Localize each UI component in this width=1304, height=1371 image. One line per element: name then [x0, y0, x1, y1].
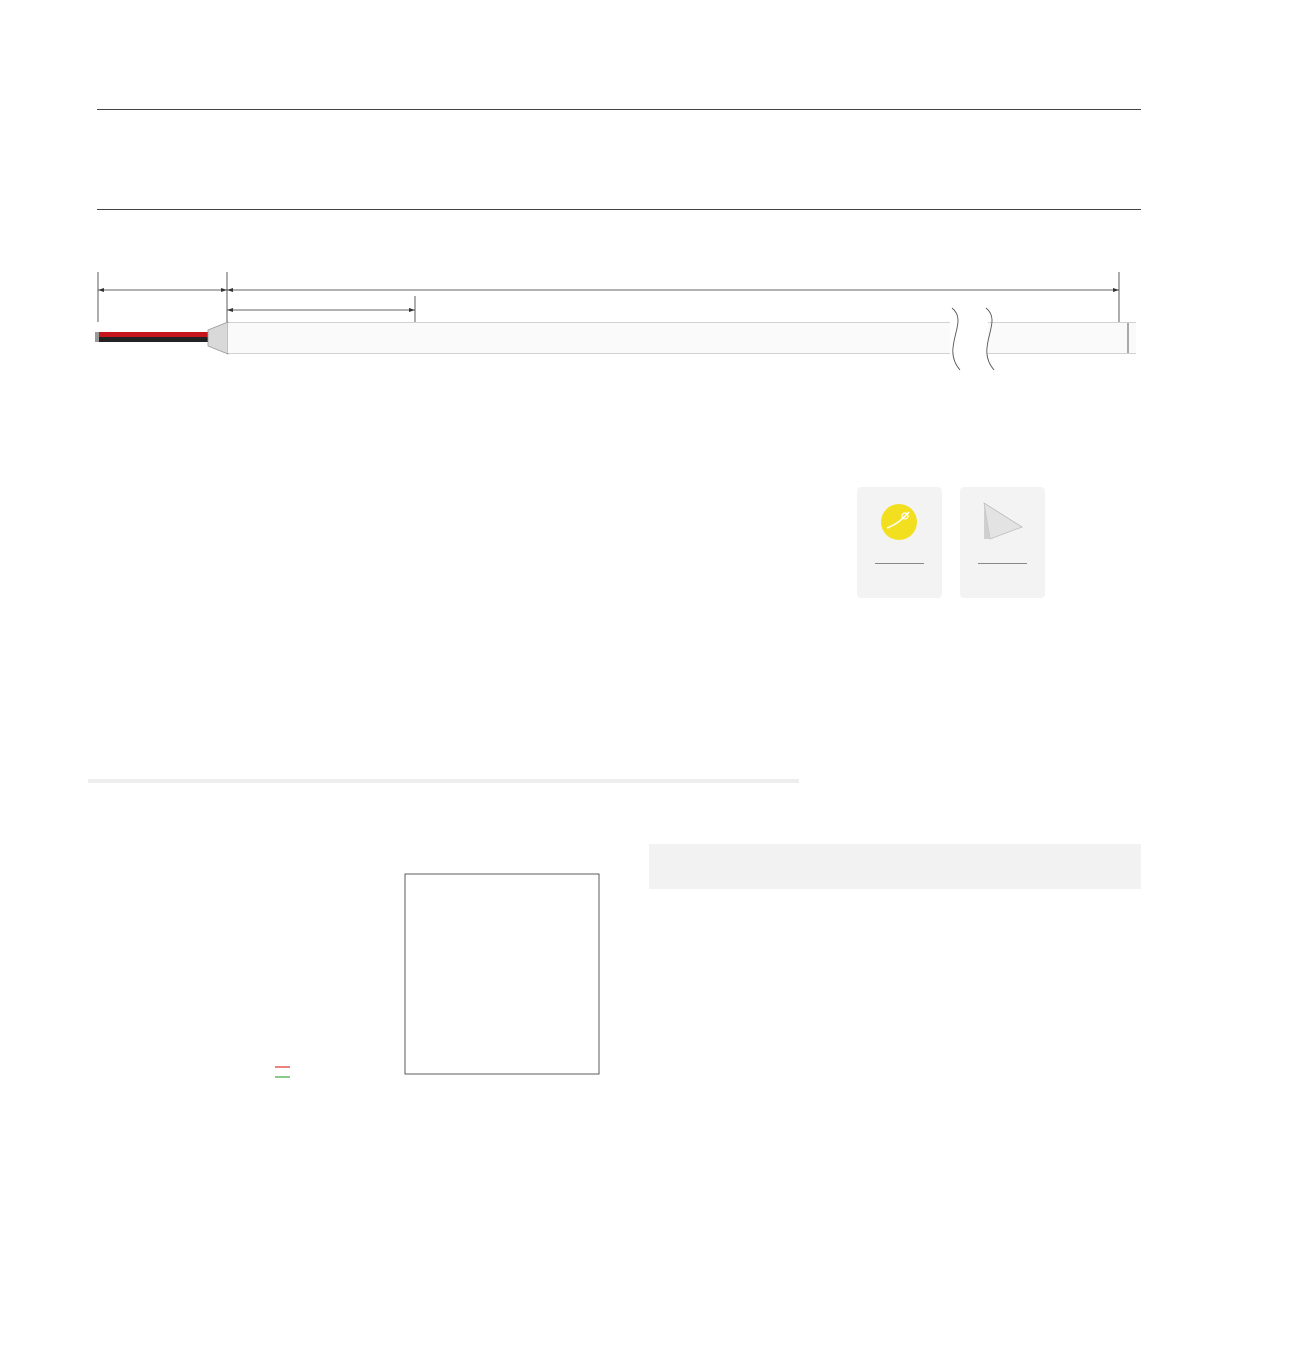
black-wire — [98, 337, 216, 342]
header-divider — [97, 109, 1141, 110]
red-wire — [98, 332, 216, 337]
light-distribution-chart — [80, 860, 370, 1115]
cct-table — [649, 844, 1141, 889]
illuminance-chart — [385, 862, 605, 1087]
dimension-drawing — [90, 262, 1150, 380]
strip-connector — [208, 322, 228, 354]
badge-macadam — [960, 487, 1045, 598]
cct-table-header — [649, 844, 1141, 889]
macadam-icon — [980, 499, 1026, 543]
technical-table-bottom — [88, 779, 799, 783]
badge-consistency — [857, 487, 942, 598]
consistency-icon — [877, 501, 921, 541]
dimension-divider — [97, 209, 1141, 210]
